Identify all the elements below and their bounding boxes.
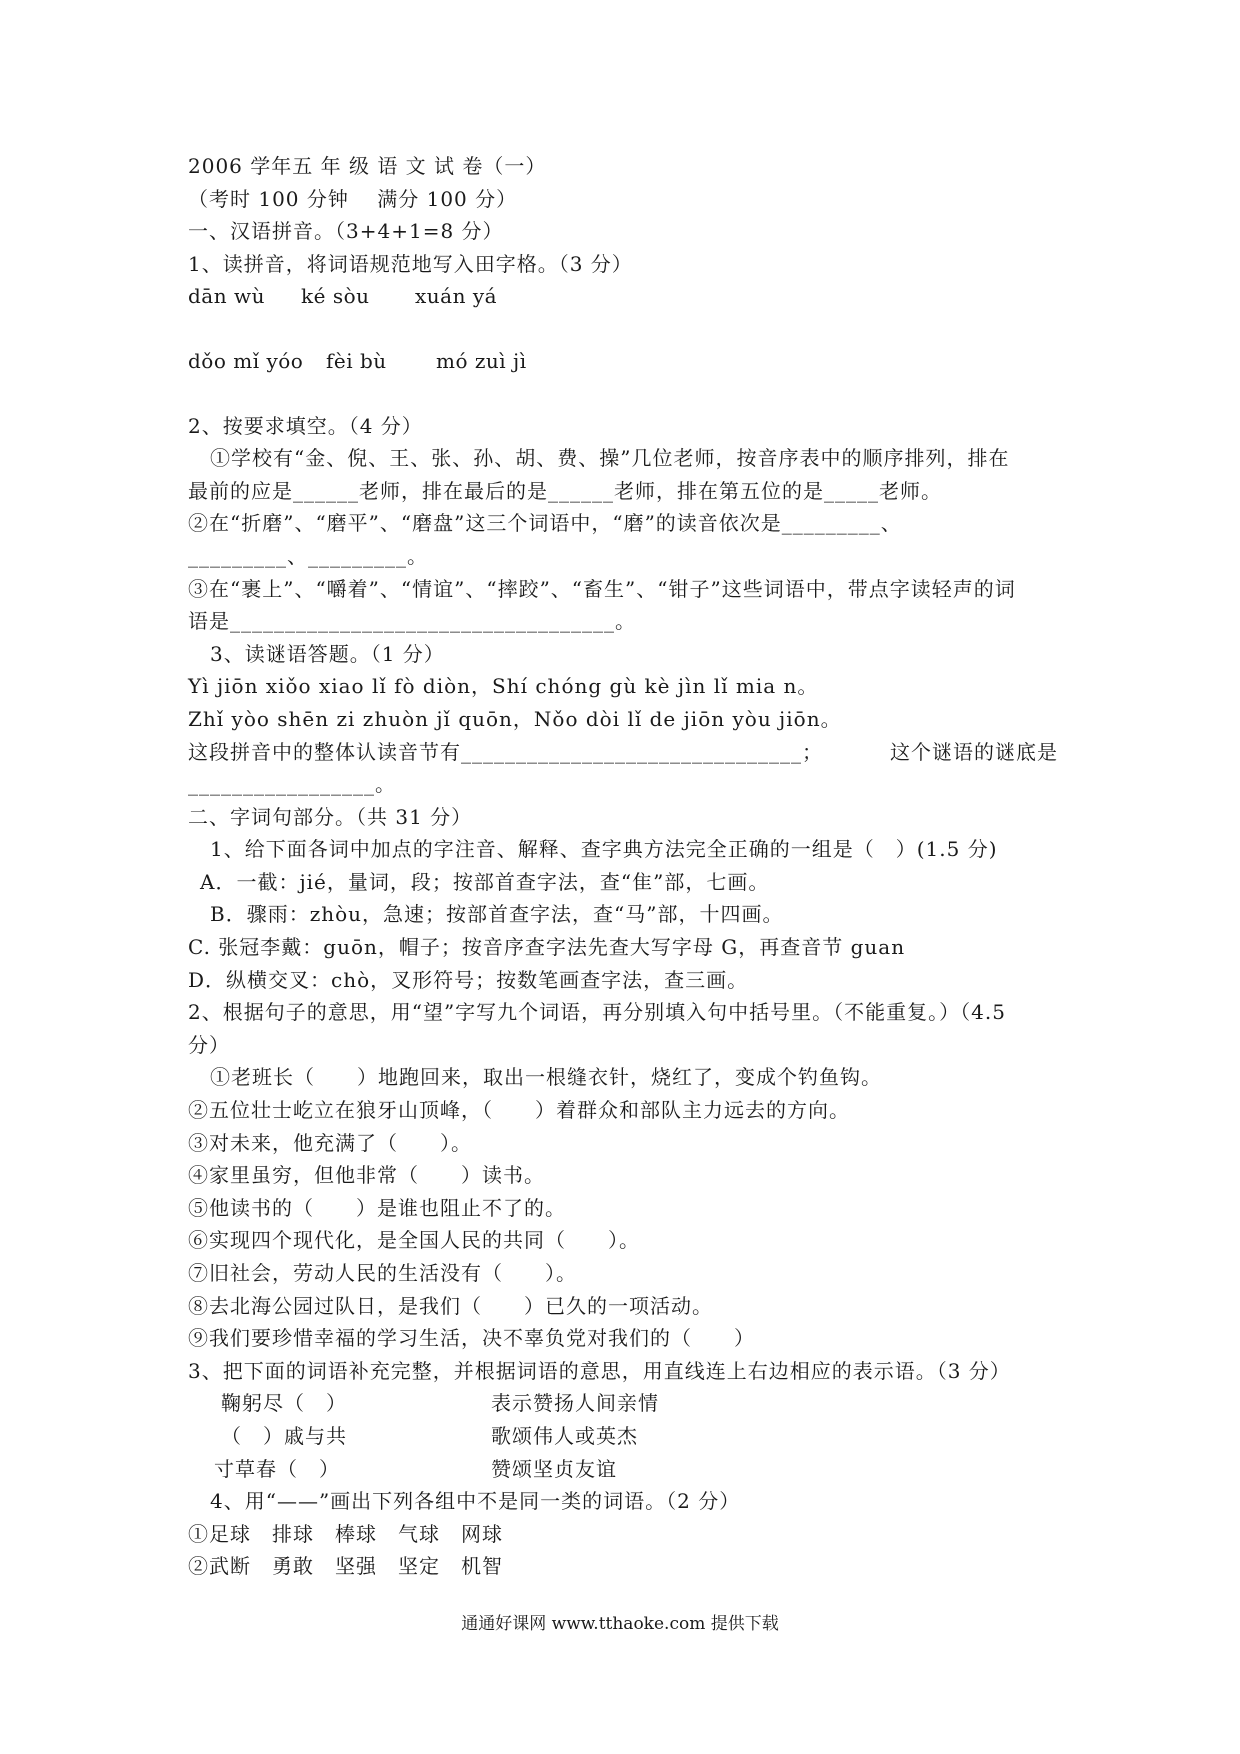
- s2-q2-item: ①老班长（ ）地跑回来，取出一根缝衣针，烧红了，变成个钓鱼钩。: [210, 1065, 882, 1090]
- pinyin-word: mó zuì jì: [436, 348, 527, 373]
- s1-q1-heading: 1、读拼音，将词语规范地写入田字格。（3 分）: [188, 251, 633, 276]
- match-row: [188, 1387, 1058, 1420]
- s1-q2-item3a: ③在“裹上”、“嚼着”、“情谊”、“摔跤”、“畜生”、“钳子”这些词语中，带点字读轻声的词: [188, 576, 1016, 601]
- s2-q2-item: ⑥实现四个现代化，是全国人民的共同（ ）。: [188, 1228, 640, 1253]
- riddle-answer-line: [188, 736, 1058, 769]
- s2-q2-item: ⑦旧社会，劳动人民的生活没有（ ）。: [188, 1261, 577, 1285]
- s2-q2-heading-a: 2、根据句子的意思，用“望”字写九个词语，再分别填入句中括号里。（不能重复。）（4.5: [188, 1000, 1006, 1025]
- riddle-answer-right: 这个谜语的谜底是: [890, 739, 1058, 764]
- s2-q2-item: ⑤他读书的（ ）是谁也阻止不了的。: [188, 1195, 566, 1220]
- pinyin-row-1: [188, 280, 1058, 313]
- pinyin-word: xuán yá: [415, 284, 498, 309]
- pinyin-word: dǒo mǐ yóo: [188, 348, 304, 373]
- s1-q2-item2a: ②在“折磨”、“磨平”、“磨盘”这三个词语中，“磨”的读音依次是_________、: [188, 511, 902, 536]
- exam-subtitle: （考时 100 分钟 满分 100 分）: [188, 186, 518, 211]
- match-right: 表示赞扬人间亲情: [491, 1391, 659, 1416]
- match-row: [188, 1420, 1058, 1453]
- s2-q1-heading: 1、给下面各词中加点的字注音、解释、查字典方法完全正确的一组是（ ）(1.5 分): [210, 837, 998, 862]
- s1-q2-item1b: 最前的应是______老师，排在最后的是______老师，排在第五位的是_____老师。: [188, 478, 942, 503]
- s2-q2-item: ⑧去北海公园过队日，是我们（ ）已久的一项活动。: [188, 1293, 713, 1318]
- s1-q2-heading: 2、按要求填空。（4 分）: [188, 413, 423, 438]
- s2-q2-item: ④家里虽穷，但他非常（ ）读书。: [188, 1163, 545, 1188]
- s2-q4-group-2: ②武断 勇敢 坚强 坚定 机智: [188, 1554, 503, 1579]
- riddle-pinyin-1: Yì jiōn xiǒo xiao lǐ fò diòn，Shí chóng gù kè jìn lǐ mia n。: [188, 674, 819, 699]
- s1-q2-item2b: _________、_________。: [188, 543, 428, 568]
- s2-q2-heading-b: 分）: [188, 1032, 230, 1057]
- s2-q2-item: ⑨我们要珍惜幸福的学习生活，决不辜负党对我们的（ ）: [188, 1326, 755, 1351]
- s2-q1-option-d: D．纵横交叉：chò，叉形符号；按数笔画查字法，查三画。: [188, 967, 749, 992]
- s1-q2-item1a: ①学校有“金、倪、王、张、孙、胡、费、操”几位老师，按音序表中的顺序排列，排在: [210, 446, 1010, 471]
- pinyin-word: fèi bù: [326, 348, 387, 373]
- s2-q4-heading: 4、用“——”画出下列各组中不是同一类的词语。（2 分）: [210, 1489, 741, 1514]
- s2-q2-item: ③对未来，他充满了（ ）。: [188, 1130, 472, 1155]
- match-right: 赞颂坚贞友谊: [491, 1456, 617, 1481]
- pinyin-row-2: [188, 345, 1058, 378]
- match-left: 寸草春（ ）: [214, 1456, 340, 1481]
- exam-content: [188, 150, 1058, 1583]
- section2-heading: 二、字词句部分。（共 31 分）: [188, 804, 473, 829]
- section1-heading: 一、汉语拼音。（3+4+1=8 分）: [188, 219, 504, 244]
- riddle-pinyin-2: Zhǐ yòo shēn zi zhuòn jǐ quōn，Nǒo dòi lǐ de jiōn yòu jiōn。: [188, 706, 842, 731]
- s2-q3-heading: 3、把下面的词语补充完整，并根据词语的意思，用直线连上右边相应的表示语。（3 分）: [188, 1358, 1011, 1383]
- match-row: [188, 1453, 1058, 1486]
- s2-q4-group-1: ①足球 排球 棒球 气球 网球: [188, 1521, 503, 1546]
- s2-q1-option-a: A．一截：jié，量词，段；按部首查字法，查“隹”部，七画。: [200, 869, 770, 894]
- s2-q1-option-c: C. 张冠李戴：guōn，帽子；按音序查字法先查大写字母 G，再查音节 guan: [188, 935, 906, 960]
- match-left: （ ）戚与共: [221, 1423, 347, 1448]
- riddle-answer-blank: _________________。: [188, 772, 396, 797]
- pinyin-word: dān wù: [188, 284, 265, 309]
- s2-q2-item: ②五位壮士屹立在狼牙山顶峰，（ ）着群众和部队主力远去的方向。: [188, 1098, 850, 1123]
- page-footer: 通通好课网 www.tthaoke.com 提供下载: [461, 1614, 779, 1634]
- s1-q2-item3b: 语是___________________________________。: [188, 609, 636, 634]
- s2-q1-option-b: B．骤雨：zhòu，急速；按部首查字法，查“马”部，十四画。: [210, 902, 784, 927]
- s1-q3-heading: 3、读谜语答题。（1 分）: [210, 641, 445, 666]
- pinyin-word: ké sòu: [301, 284, 370, 309]
- exam-title: 2006 学年五 年 级 语 文 试 卷（一）: [188, 154, 547, 178]
- match-left: 鞠躬尽（ ）: [221, 1391, 347, 1416]
- riddle-answer-left: 这段拼音中的整体认读音节有_______________________________；: [188, 739, 823, 764]
- match-right: 歌颂伟人或英杰: [491, 1423, 638, 1448]
